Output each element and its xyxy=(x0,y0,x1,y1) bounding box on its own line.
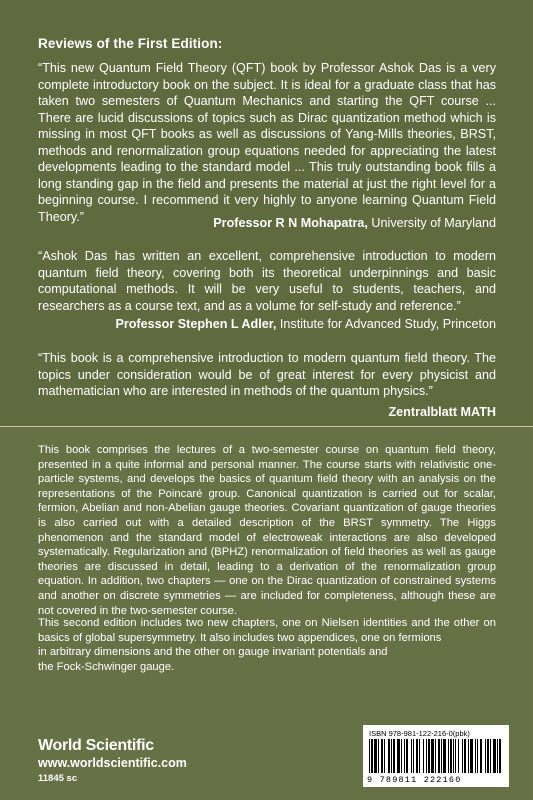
barcode-bar xyxy=(388,739,390,773)
barcode-bar xyxy=(371,739,373,773)
barcode-bar xyxy=(490,739,491,773)
barcode-bar xyxy=(401,739,402,773)
barcode-bar xyxy=(497,739,498,773)
barcode-bar xyxy=(468,739,469,773)
review-affiliation-1: University of Maryland xyxy=(367,216,496,230)
barcode-bar xyxy=(438,739,440,773)
barcode-bar xyxy=(450,739,452,773)
reviews-heading: Reviews of the First Edition: xyxy=(38,36,223,51)
barcode-bar xyxy=(464,739,466,773)
review-quote-3: “This book is a comprehensive introduction to modern quantum field theory. The topics under consideration would be of great interest for every physicist and mathematician who are interested in methods of the quantum physics.” xyxy=(38,351,496,398)
barcode-bar xyxy=(431,739,434,773)
review-quote-1: “This new Quantum Field Theory (QFT) book by Professor Ashok Das is a very complete introductory book on the subject. It is ideal for a graduate class that has taken two semesters of Quantum Mechanics and starting the QFT course ... There are lucid discussions of topics such as Dirac quantization method which is missing in most QFT books as well as discussions of Yang-Mills theories, BRST, methods and renormalization group equations needed for appreciating the latest developments leading to the standard model ... This truly outstanding book fills a long standing gap in the field and presents the material at just the right level for a beginning course. I recommend it very highly to anyone learning Quantum Field Theory.” xyxy=(38,61,496,224)
barcode-bar xyxy=(411,739,412,773)
barcode-bar xyxy=(428,739,430,773)
barcode-bar xyxy=(475,739,476,773)
description-paragraph-2 xyxy=(38,616,496,674)
barcode-bar xyxy=(393,739,395,773)
barcode-bar xyxy=(413,739,414,773)
review-author-3: Zentralblatt MATH xyxy=(388,405,496,419)
barcode-bar xyxy=(470,739,473,773)
publisher-logo xyxy=(38,737,187,784)
barcode-bar xyxy=(378,739,379,773)
barcode-image xyxy=(367,739,505,775)
barcode-bar xyxy=(406,739,408,773)
barcode-bar xyxy=(499,739,501,773)
description-paragraph-2-justified: This second edition includes two new chapters, one on Nielsen identities and the other on basics of global supersymmetry. It also includes two appendices, one on fermions xyxy=(38,617,496,644)
barcode-bar xyxy=(426,739,427,773)
barcode-bar xyxy=(404,739,405,773)
barcode-bar xyxy=(453,739,454,773)
barcode-bar xyxy=(397,739,400,773)
barcode-bar xyxy=(462,739,463,773)
barcode-bar xyxy=(391,739,392,773)
barcode-bar xyxy=(458,739,459,773)
barcode-digits: 9 789811 222160 xyxy=(367,775,462,785)
barcode-bar xyxy=(381,739,383,773)
review-author-1: Professor R N Mohapatra, xyxy=(213,216,368,230)
review-author-2: Professor Stephen L Adler, xyxy=(115,317,277,331)
isbn-label: ISBN 978-981-122-216-0(pbk) xyxy=(369,729,470,738)
barcode-box xyxy=(363,725,509,787)
barcode-bar xyxy=(384,739,385,773)
publisher-name: World Scientific xyxy=(38,737,154,754)
barcode-bar xyxy=(416,739,418,773)
description-paragraph-2-line-2: the Fock-Schwinger gauge. xyxy=(38,660,175,673)
barcode-bar xyxy=(480,739,482,773)
barcode-bar xyxy=(441,739,442,773)
barcode-bar xyxy=(369,739,370,773)
barcode-bar xyxy=(485,739,486,773)
barcode-bar xyxy=(423,739,424,773)
barcode-bar xyxy=(374,739,377,773)
barcode-bar xyxy=(419,739,420,773)
barcode-bar xyxy=(448,739,449,773)
review-attribution-1 xyxy=(213,216,496,230)
barcode-bar xyxy=(455,739,456,773)
barcode-bar xyxy=(443,739,446,773)
barcode-bar xyxy=(477,739,478,773)
review-attribution-2 xyxy=(115,317,496,331)
review-quote-2: “Ashok Das has written an excellent, comprehensive introduction to modern quantum field theory, covering both its theoretical underpinnings and basic computational methods. It will be very useful to students, teachers, and researchers as a course text, and as a volume for self-study and reference.” xyxy=(38,249,496,313)
barcode-bar xyxy=(493,739,496,773)
review-affiliation-2: Institute for Advanced Study, Princeton xyxy=(276,317,496,331)
description-paragraph-2-line-1: in arbitrary dimensions and the other on gauge invariant potentials and xyxy=(38,646,388,659)
description-paragraph-1: This book comprises the lectures of a two-semester course on quantum field theory, presented in a quite informal and personal manner. The course starts with relativistic one-particle systems, and develops the basics of quantum field theory with an analysis on the representations of the Poincaré group. Canonical quantization is carried out for scalar, fermion, Abelian and non-Abelian gauge theories. Covariant quantization of gauge theories is also carried out with a detailed description of the BRST symmetry. The Higgs phenomenon and the standard model of electroweak interactions are also developed systematically. Regularization and (BPHZ) renormalization of field theories as well as gauge theories are discussed in detail, leading to a derivation of the renormalization group equation. In addition, two chapters — one on the Dirac quantization of constrained systems and another on discrete symmetries — are included for completeness, although these are not covered in the two-semester course. xyxy=(38,444,496,617)
panel-divider xyxy=(0,426,533,427)
publisher-url: www.worldscientific.com xyxy=(38,756,187,770)
product-code: 11845 sc xyxy=(38,773,78,784)
barcode-bar xyxy=(487,739,489,773)
barcode-bar xyxy=(435,739,436,773)
